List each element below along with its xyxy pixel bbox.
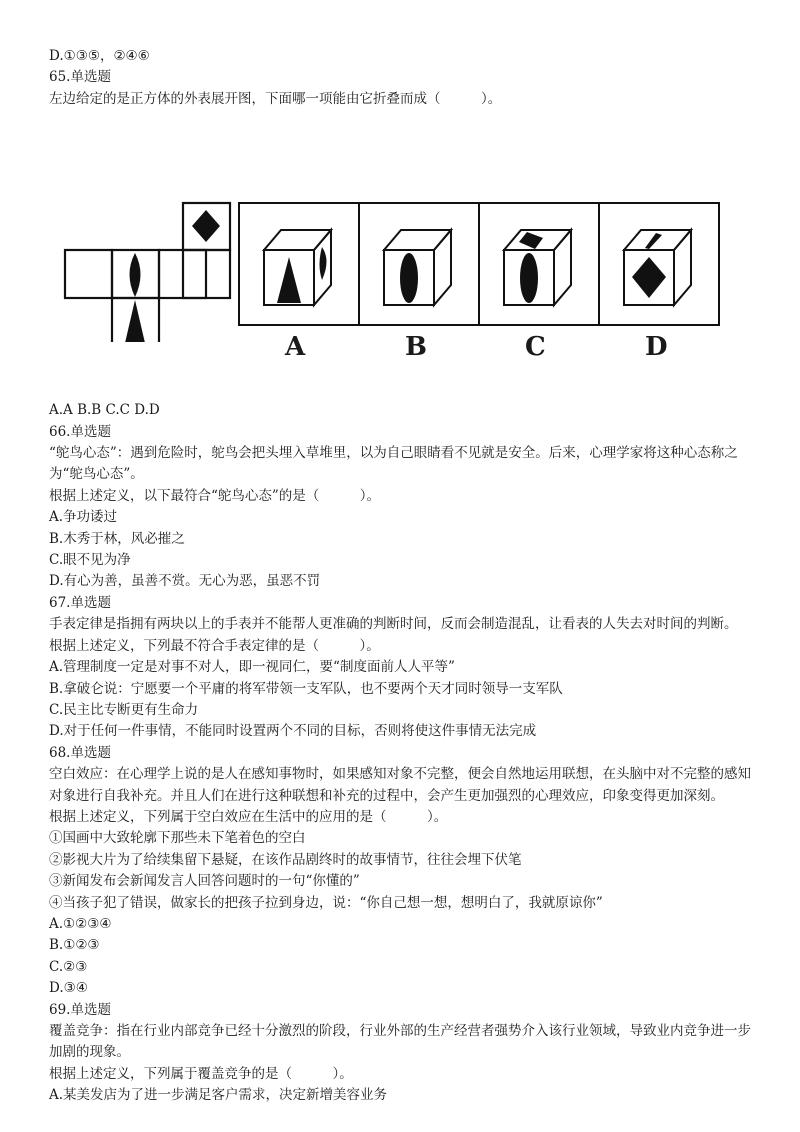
- q68-header: 68.单选题: [49, 744, 111, 761]
- q69-header: 69.单选题: [49, 1001, 111, 1018]
- option-a-triangle: [277, 257, 301, 303]
- q68-option-b: B.①②③: [49, 937, 100, 954]
- option-label-b: B: [405, 332, 427, 363]
- q68-option-d: D.③④: [49, 980, 88, 997]
- q69-option-a: A.某美发店为了进一步满足客户需求，决定新增美容业务: [49, 1087, 388, 1104]
- q66-header: 66.单选题: [49, 423, 111, 440]
- q67-question: 根据上述定义，下列最不符合手表定律的是（ ）。: [49, 637, 380, 654]
- option-d-top-shape: [645, 233, 662, 249]
- q67-option-c: C.民主比专断更有生命力: [49, 701, 199, 718]
- q68-item-4: ④当孩子犯了错误，做家长的把孩子拉到身边，说：“你自己想一想，想明白了，我就原谅你”: [49, 894, 603, 911]
- q67-option-b: B.拿破仑说：宁愿要一个平庸的将军带领一支军队，也不要两个天才同时领导一支军队: [49, 680, 563, 697]
- q68-option-a: A.①②③④: [49, 915, 112, 932]
- q66-option-c: C.眼不见为净: [49, 552, 131, 569]
- option-c-oval: [520, 253, 538, 303]
- q69-question: 根据上述定义，下列属于覆盖竞争的是（ ）。: [49, 1065, 353, 1082]
- net-diamond-symbol: [192, 210, 220, 242]
- q67-definition: 手表定律是指拥有两块以上的手表并不能帮人更准确的判断时间，反而会制造混乱，让看表的人失去对时间的判断。: [49, 616, 738, 633]
- q67-option-a: A.管理制度一定是对事不对人，即一视同仁，要“制度面前人人平等”: [49, 659, 455, 676]
- option-c-top-shape: [519, 232, 543, 249]
- q68-definition: 空白效应：在心理学上说的是人在感知事物时，如果感知对象不完整，便会自然地运用联想，在头脑中对不完整的感知对象进行自我补充。并且人们在进行这种联想和补充的过程中，会产生更加强烈的心理效应，印象变得更加深刻。: [49, 766, 751, 804]
- q68-item-1: ①国画中大致轮廓下那些未下笔着色的空白: [49, 830, 306, 847]
- q66-definition: “鸵鸟心态”：遇到危险时，鸵鸟会把头埋入草堆里，以为自己眼睛看不见就是安全。后来，心理学家将这种心态称之为“鸵鸟心态”。: [49, 445, 738, 483]
- q67-header: 67.单选题: [49, 594, 111, 611]
- q68-item-2: ②影视大片为了给续集留下悬疑，在该作品剧终时的故事情节，往往会埋下伏笔: [49, 851, 522, 868]
- net-triangle-symbol: [125, 300, 145, 342]
- option-label-a: A: [285, 332, 306, 363]
- q68-question: 根据上述定义，下列属于空白效应在生活中的应用的是（ ）。: [49, 808, 448, 825]
- q66-option-b: B.木秀于林，风必摧之: [49, 530, 185, 547]
- q66-option-a: A.争功诿过: [49, 509, 118, 526]
- q66-option-d: D.有心为善，虽善不赏。无心为恶，虽恶不罚: [49, 573, 321, 590]
- q65-options: A.A B.B C.C D.D: [49, 402, 160, 419]
- net-face-left: [65, 250, 112, 298]
- option-b-cube: [384, 230, 451, 305]
- q66-question: 根据上述定义，以下最符合“鸵鸟心态”的是（ ）。: [49, 487, 381, 504]
- option-b-oval: [400, 253, 418, 303]
- option-label-d: D: [645, 332, 668, 363]
- option-label-c: C: [525, 332, 546, 363]
- option-a-oval: [320, 247, 327, 280]
- exam-page: [49, 46, 759, 1107]
- q68-item-3: ③新闻发布会新闻发言人回答问题时的一句“你懂的”: [49, 873, 360, 890]
- net-oval-symbol: [130, 253, 141, 297]
- q67-option-d: D.对于任何一件事情，不能同时设置两个不同的目标，否则将使这件事情无法完成: [49, 723, 537, 740]
- q68-option-c: C.②③: [49, 958, 88, 975]
- q69-definition: 覆盖竞争：指在行业内部竞争已经十分激烈的阶段，行业外部的生产经营者强势介入该行业领域，导致业内竞争进一步加剧的现象。: [49, 1023, 751, 1061]
- q65-stem: 左边给定的是正方体的外表展开图，下面哪一项能由它折叠而成（ ）。: [49, 90, 502, 107]
- q65-figure: [49, 110, 759, 363]
- q64-option-d: D.①③⑤，②④⑥: [49, 48, 150, 64]
- cube-puzzle-figure: [49, 110, 759, 342]
- option-d-diamond: [632, 257, 666, 298]
- q65-header: 65.单选题: [49, 69, 111, 86]
